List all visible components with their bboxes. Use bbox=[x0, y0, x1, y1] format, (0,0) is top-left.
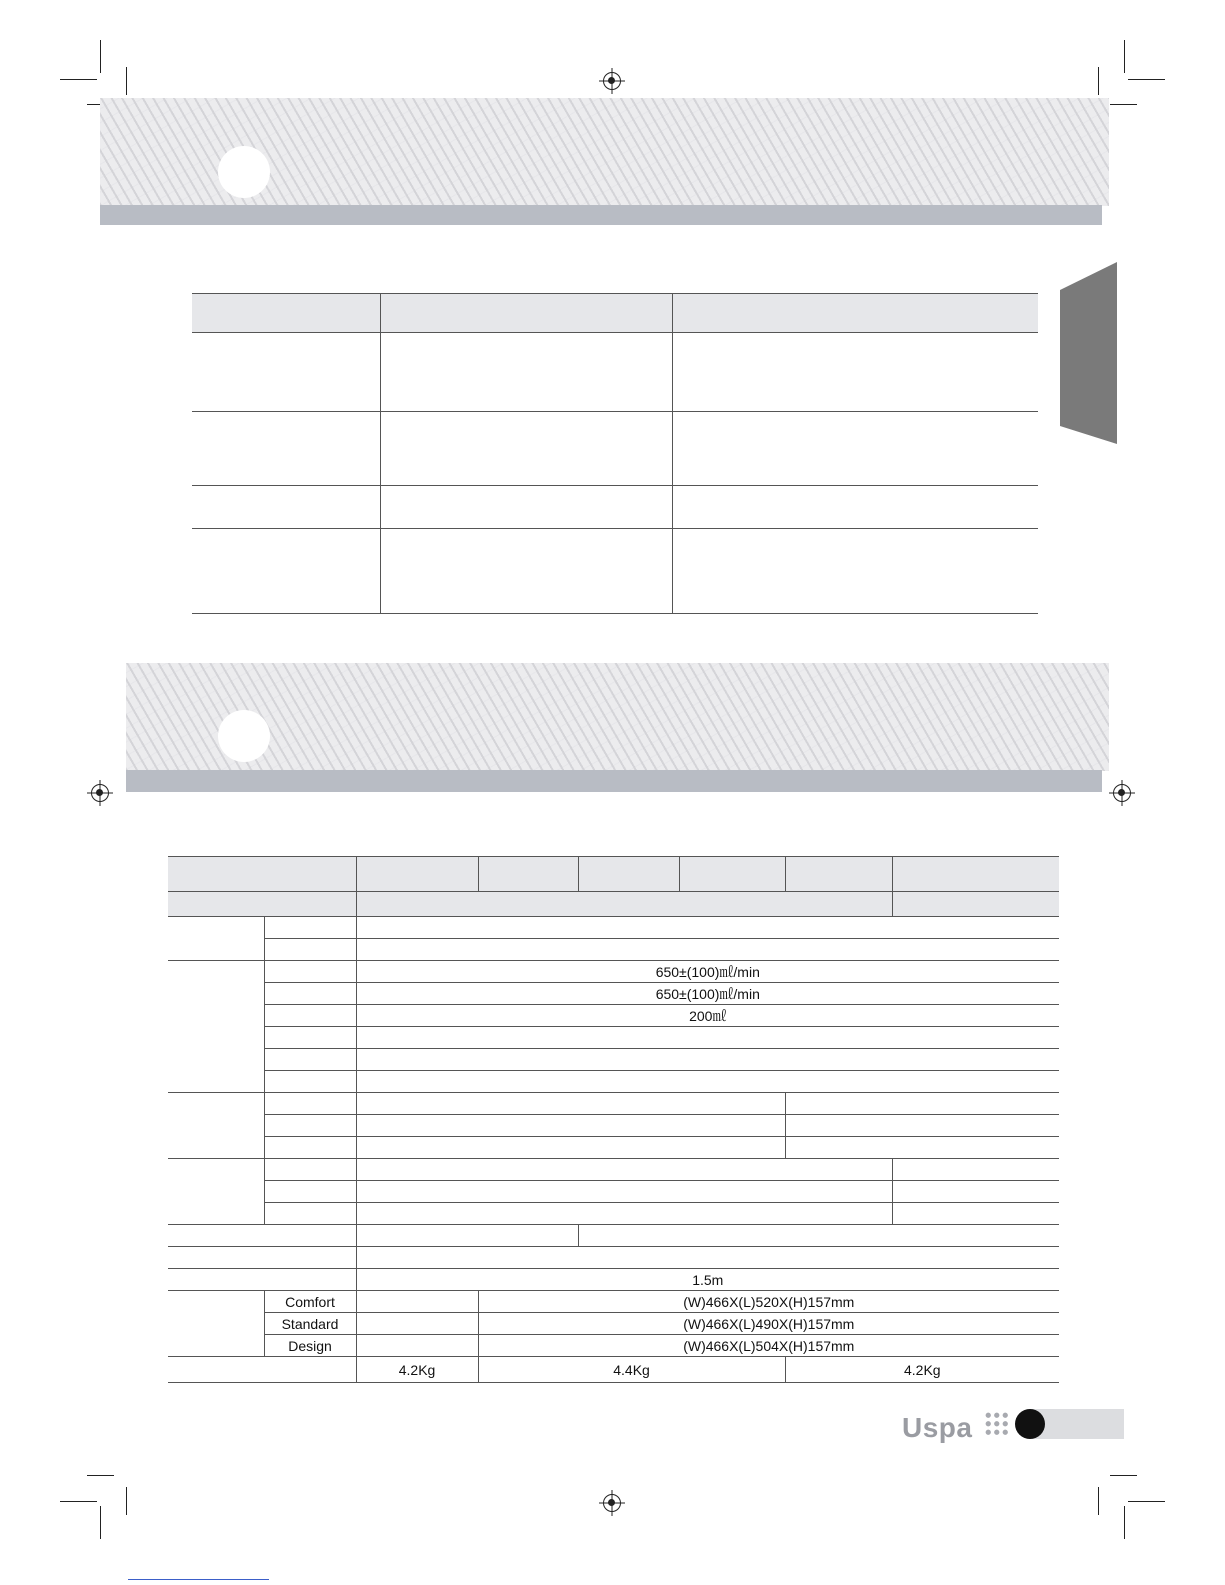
crop-mark bbox=[1098, 67, 1099, 95]
table-group-label bbox=[168, 1291, 264, 1357]
table-cell bbox=[356, 892, 892, 917]
table-row bbox=[168, 1335, 1059, 1357]
table-header-cell bbox=[892, 857, 1059, 892]
table-cell bbox=[785, 1093, 1059, 1115]
table-row bbox=[168, 1313, 1059, 1335]
table-row bbox=[168, 1005, 1059, 1027]
table-row bbox=[192, 412, 1038, 486]
table-row-label bbox=[264, 1027, 356, 1049]
table-header-cell bbox=[578, 857, 679, 892]
table-cell bbox=[673, 529, 1039, 614]
table-row bbox=[168, 1159, 1059, 1181]
registration-mark-icon bbox=[1113, 784, 1131, 802]
table-cell bbox=[785, 1115, 1059, 1137]
table-row bbox=[168, 1071, 1059, 1093]
section-banner-1-bar bbox=[100, 205, 1102, 225]
table-row-label bbox=[264, 961, 356, 983]
table-row-label: Standard bbox=[264, 1313, 356, 1335]
table-group-label bbox=[168, 1159, 264, 1225]
table-cell bbox=[192, 529, 381, 614]
table-row bbox=[168, 1269, 1059, 1291]
table-row bbox=[168, 961, 1059, 983]
crop-mark bbox=[1124, 1506, 1125, 1539]
table-cell bbox=[356, 1027, 1059, 1049]
table-group-label bbox=[168, 961, 264, 1093]
table-row bbox=[192, 529, 1038, 614]
table-header-cell bbox=[356, 857, 478, 892]
crop-mark bbox=[87, 1475, 114, 1476]
table-cell: 650±(100)㎖/min bbox=[356, 961, 1059, 983]
crop-mark bbox=[126, 67, 127, 95]
table-cell bbox=[356, 1115, 785, 1137]
table-row bbox=[168, 1049, 1059, 1071]
table-cell: 4.2Kg bbox=[785, 1357, 1059, 1383]
table-header-cell bbox=[785, 857, 892, 892]
table-row-label bbox=[264, 917, 356, 939]
table-cell bbox=[673, 412, 1039, 486]
table-row bbox=[168, 1027, 1059, 1049]
table-cell bbox=[168, 892, 356, 917]
table-cell bbox=[356, 917, 1059, 939]
table-cell bbox=[673, 486, 1039, 529]
table-row-label bbox=[264, 1115, 356, 1137]
table-cell bbox=[381, 333, 673, 412]
registration-mark-icon bbox=[603, 1494, 621, 1512]
crop-mark bbox=[60, 1501, 97, 1502]
table-row-label bbox=[264, 1049, 356, 1071]
table-cell: (W)466X(L)520X(H)157mm bbox=[478, 1291, 1059, 1313]
table-cell bbox=[356, 1313, 478, 1335]
specifications-table bbox=[168, 856, 1059, 1383]
crop-mark bbox=[1110, 1475, 1137, 1476]
table-row-label bbox=[168, 1357, 356, 1383]
table-row-label bbox=[264, 1093, 356, 1115]
table-row bbox=[168, 1291, 1059, 1313]
table-row bbox=[192, 486, 1038, 529]
table-header-row bbox=[192, 294, 1038, 333]
table-cell bbox=[892, 1203, 1059, 1225]
table-row bbox=[168, 1247, 1059, 1269]
table-header-cell bbox=[679, 857, 785, 892]
section-1-number-badge bbox=[218, 146, 270, 198]
table-cell bbox=[892, 892, 1059, 917]
table-cell: (W)466X(L)504X(H)157mm bbox=[478, 1335, 1059, 1357]
table-cell: 200㎖ bbox=[356, 1005, 1059, 1027]
table-row-label bbox=[264, 1159, 356, 1181]
table-row bbox=[168, 1115, 1059, 1137]
table-cell bbox=[192, 412, 381, 486]
crop-mark bbox=[1110, 104, 1137, 105]
registration-mark-icon bbox=[603, 72, 621, 90]
table-cell bbox=[892, 1181, 1059, 1203]
table-cell bbox=[356, 1093, 785, 1115]
footer-link-underline bbox=[128, 1579, 269, 1580]
table-row-label bbox=[264, 1181, 356, 1203]
brand-dots-icon bbox=[984, 1411, 1010, 1437]
table-header-row bbox=[168, 857, 1059, 892]
table-cell: (W)466X(L)490X(H)157mm bbox=[478, 1313, 1059, 1335]
table-cell bbox=[578, 1225, 1059, 1247]
crop-mark bbox=[1128, 79, 1165, 80]
crop-mark bbox=[126, 1487, 127, 1515]
table-cell bbox=[356, 1203, 892, 1225]
table-row bbox=[168, 917, 1059, 939]
section-banner-2-bar bbox=[126, 770, 1102, 792]
table-row bbox=[168, 1093, 1059, 1115]
table-row bbox=[168, 939, 1059, 961]
table-cell bbox=[356, 1137, 785, 1159]
table-subheader-row bbox=[168, 892, 1059, 917]
brand-logo: Uspa bbox=[902, 1412, 973, 1443]
table-header-cell bbox=[192, 294, 381, 333]
table-cell bbox=[785, 1137, 1059, 1159]
table-row bbox=[168, 1357, 1059, 1383]
table-cell bbox=[356, 1181, 892, 1203]
table-row-label bbox=[264, 983, 356, 1005]
table-row bbox=[168, 1225, 1059, 1247]
table-row-label bbox=[264, 1203, 356, 1225]
table-cell bbox=[192, 333, 381, 412]
table-cell bbox=[381, 529, 673, 614]
crop-mark bbox=[60, 79, 97, 80]
table-header-cell bbox=[673, 294, 1039, 333]
table-row bbox=[168, 1181, 1059, 1203]
table-cell bbox=[381, 412, 673, 486]
table-row-label bbox=[264, 1005, 356, 1027]
table-cell: 1.5m bbox=[356, 1269, 1059, 1291]
table-row bbox=[192, 333, 1038, 412]
table-row-label: Comfort bbox=[264, 1291, 356, 1313]
table-cell bbox=[356, 1335, 478, 1357]
table-group-label bbox=[168, 1093, 264, 1159]
table-cell bbox=[673, 333, 1039, 412]
table-row bbox=[168, 1203, 1059, 1225]
registration-mark-icon bbox=[91, 784, 109, 802]
table-cell bbox=[356, 1247, 1059, 1269]
table-cell bbox=[192, 486, 381, 529]
table-header-cell bbox=[381, 294, 673, 333]
table-header-cell bbox=[478, 857, 578, 892]
table-cell: 650±(100)㎖/min bbox=[356, 983, 1059, 1005]
table-cell: 4.2Kg bbox=[356, 1357, 478, 1383]
table-row-label bbox=[168, 1247, 356, 1269]
crop-mark bbox=[1128, 1501, 1165, 1502]
table-cell bbox=[356, 1159, 892, 1181]
table-header-cell bbox=[168, 857, 356, 892]
section-2-number-badge bbox=[218, 710, 270, 762]
table-row bbox=[168, 983, 1059, 1005]
table-cell bbox=[356, 1049, 1059, 1071]
table-row-label bbox=[264, 1071, 356, 1093]
troubleshooting-table bbox=[192, 293, 1038, 614]
table-row-label bbox=[168, 1269, 356, 1291]
table-cell bbox=[381, 486, 673, 529]
table-cell bbox=[356, 1291, 478, 1313]
table-cell bbox=[356, 1071, 1059, 1093]
table-cell bbox=[892, 1159, 1059, 1181]
page-number-dot bbox=[1015, 1409, 1045, 1439]
table-row bbox=[168, 1137, 1059, 1159]
chapter-side-tab bbox=[1060, 262, 1117, 444]
crop-mark bbox=[100, 1506, 101, 1539]
table-cell: 4.4Kg bbox=[478, 1357, 785, 1383]
crop-mark bbox=[1098, 1487, 1099, 1515]
table-row-label bbox=[264, 1137, 356, 1159]
crop-mark bbox=[1124, 40, 1125, 73]
section-banner-2 bbox=[126, 663, 1109, 771]
table-row-label bbox=[264, 939, 356, 961]
table-row-label bbox=[168, 1225, 356, 1247]
table-cell bbox=[356, 939, 1059, 961]
table-cell bbox=[356, 1225, 578, 1247]
crop-mark bbox=[100, 40, 101, 73]
table-row-label: Design bbox=[264, 1335, 356, 1357]
table-group-label bbox=[168, 917, 264, 961]
